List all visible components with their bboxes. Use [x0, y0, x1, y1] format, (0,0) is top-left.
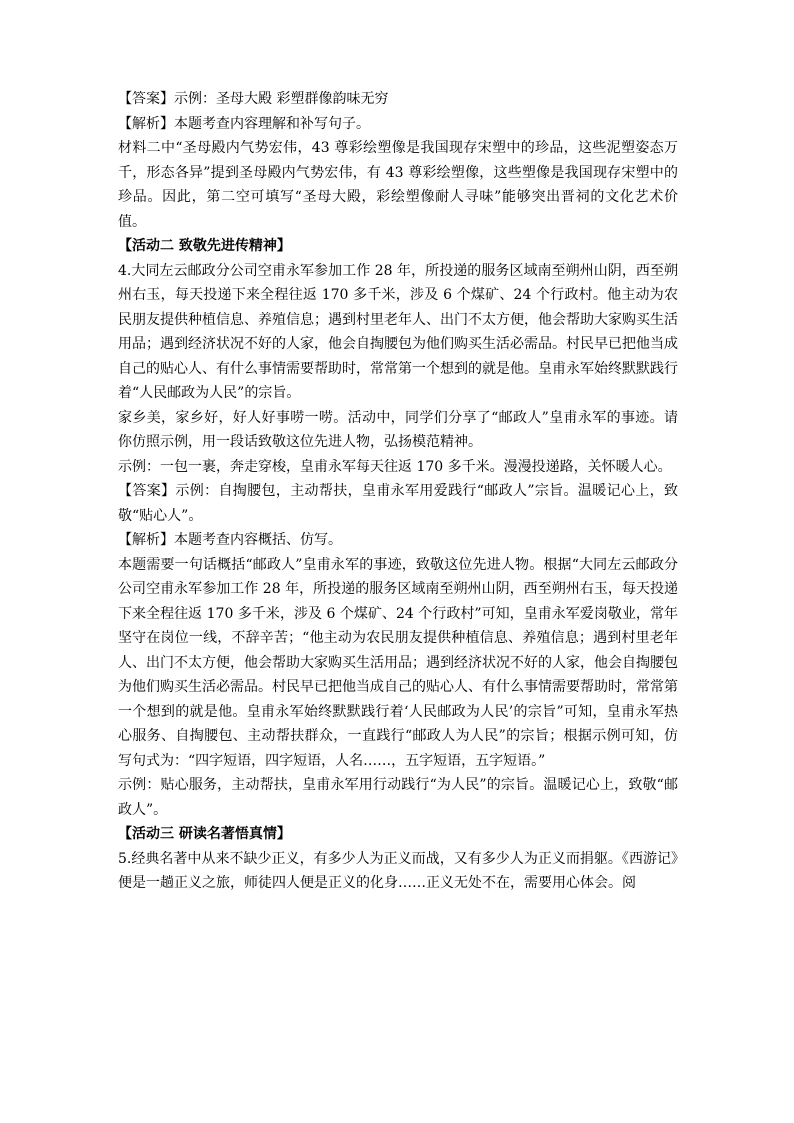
section-heading-activity-2: 【活动二 致敬先进传精神】 [118, 238, 291, 254]
question-5-paragraph: 5.经典名著中从来不缺少正义，有多少人为正义而战，又有多少人为正义而捐躯。《西游记》便是一趟正义之旅，师徒四人便是正义的化身……正义无处不在，需要用心体会。阅 [118, 850, 678, 891]
document-page [118, 87, 678, 896]
analysis-line: 【解析】本题考查内容概括、仿写。 [118, 532, 342, 548]
analysis-paragraph: 材料二中“圣母殿内气势宏伟，43 尊彩绘塑像是我国现存宋塑中的珍品，这些泥塑姿态万千，形态各异”提到圣母殿内气势宏伟，有 43 尊彩绘塑像，这些塑像是我国现存宋塑中的珍品。因此，第二空可填写“圣母大殿，彩绘塑像耐人寻味”能够突出晋祠的文化艺术价值。 [118, 140, 678, 230]
analysis-example: 示例：贴心服务，主动帮扶，皇甫永军用行动践行“为人民”的宗旨。温暖记心上，致敬“邮政人”。 [118, 777, 678, 818]
answer-line: 【答案】示例：圣母大殿 彩塑群像韵味无穷 [118, 91, 389, 107]
section-heading-activity-3: 【活动三 研读名著悟真情】 [118, 826, 291, 842]
analysis-paragraph: 本题需要一句话概括“邮政人”皇甫永军的事迹，致敬这位先进人物。根据“大同左云邮政分公司空甫永军参加工作 28 年，所投递的服务区域南至朔州山阴，西至朔州右玉，每天投递下来全程往返 170 多千米，涉及 6 个煤矿、24 个行政村”可知，皇甫永军爱岗敬业，常年坚守在岗位一线，不辞辛苦；“他主动为农民朋友提供种植信息、养殖信息；遇到村里老年人、出门不太方便，他会帮助大家购买生活用品；遇到经济状况不好的人家，他会自掏腰包为他们购买生活必需品。村民早已把他当成自己的贴心人、有什么事情需要帮助时，常常第一个想到的就是他。皇甫永军始终默默践行着‘人民邮政为人民’的宗旨”可知，皇甫永军热心服务、自掏腰包、主动帮扶群众，一直践行“邮政人为人民”的宗旨；根据示例可知，仿写句式为：“四字短语，四字短语，人名……，五字短语，五字短语。” [118, 556, 678, 769]
answer-line: 【答案】示例：自掏腰包，主动帮扶，皇甫永军用爱践行“邮政人”宗旨。温暖记心上，致敬“贴心人”。 [118, 483, 678, 524]
analysis-line: 【解析】本题考查内容理解和补写句子。 [118, 115, 370, 132]
question-4-example: 示例：一包一裹，奔走穿梭，皇甫永军每天往返 170 多千米。漫漫投递路，关怀暖人心。 [118, 458, 672, 475]
question-4-prompt: 家乡美，家乡好，好人好事唠一唠。活动中，同学们分享了“邮政人”皇甫永军的事迹。请你仿照示例，用一段话致敬这位先进人物，弘扬模范精神。 [118, 409, 678, 450]
question-4-paragraph: 4.大同左云邮政分公司空甫永军参加工作 28 年，所投递的服务区域南至朔州山阴，西至朔州右玉，每天投递下来全程往返 170 多千米，涉及 6 个煤矿、24 个行政村。他主动为农民朋友提供种植信息、养殖信息；遇到村里老年人、出门不太方便，他会帮助大家购买生活用品；遇到经济状况不好的人家，他会自掏腰包为他们购买生活必需品。村民早已把他当成自己的贴心人、有什么事情需要帮助时，常常第一个想到的就是他。皇甫永军始终默默践行着“人民邮政为人民”的宗旨。 [118, 262, 678, 401]
